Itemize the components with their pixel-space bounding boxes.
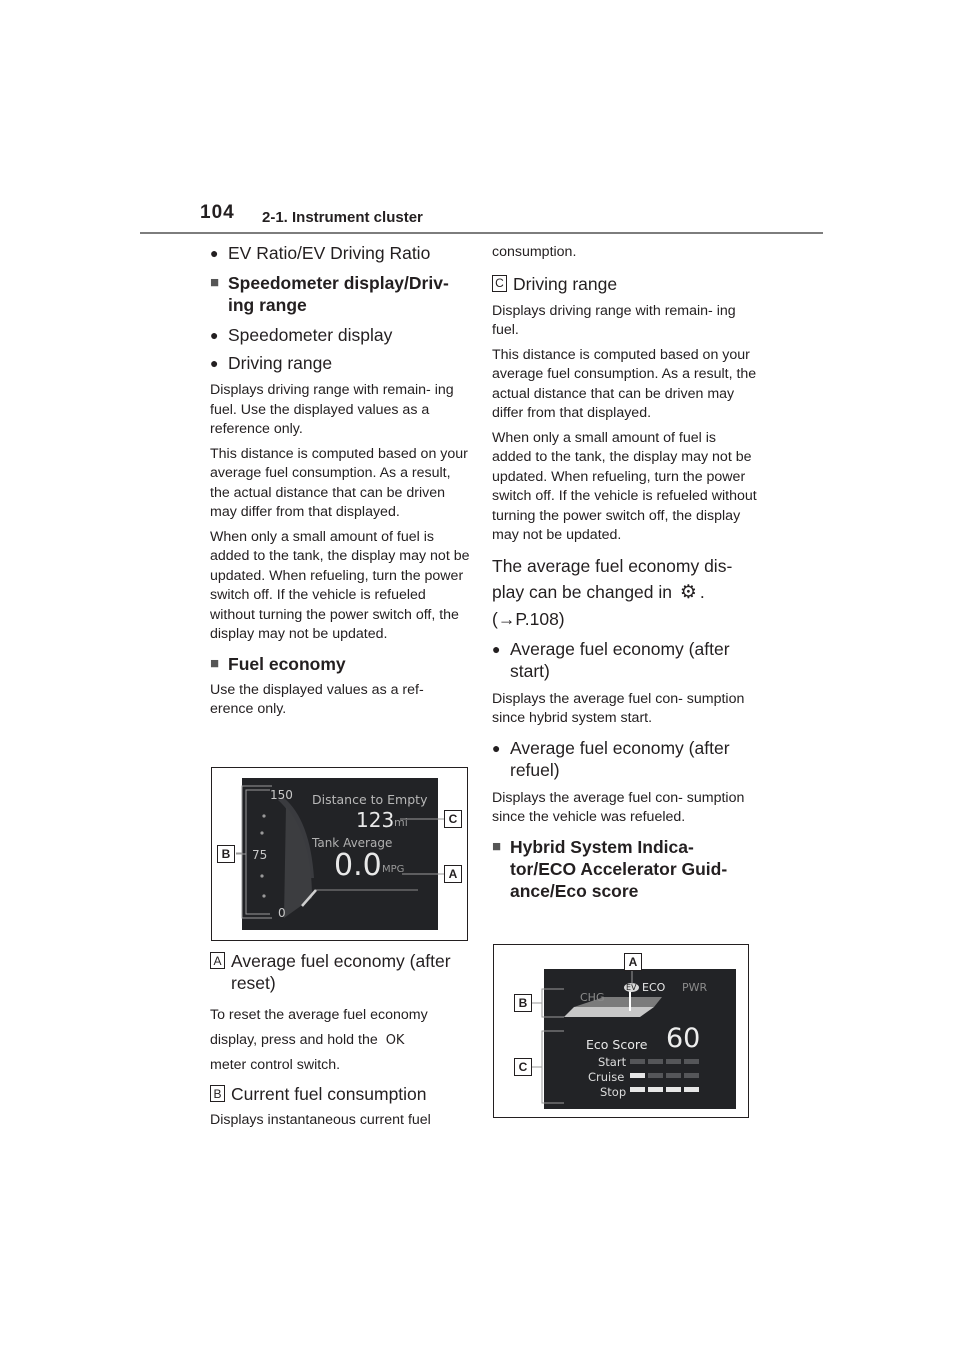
hybrid-heading: ■ Hybrid System Indica- tor/ECO Accelerator Guid- ance/Eco score	[492, 836, 728, 901]
callout-c-para-1: Displays driving range with remain- ing fuel.	[492, 302, 736, 338]
bullet-icon: ●	[210, 245, 219, 261]
callout-b-para: Displays instantaneous current fuel	[210, 1112, 431, 1128]
hybrid-system-figure	[493, 944, 749, 1118]
tank-unit: MPG	[382, 864, 405, 875]
label-c: C	[444, 810, 462, 828]
callout-a-heading: A Average fuel economy (after reset)	[210, 950, 470, 994]
tag-c: C	[492, 275, 507, 292]
right-column	[492, 243, 757, 902]
driving-range-para-2: This distance is computed based on your average fuel consumption. As a result, the actual distance that can be driven may differ from that displayed.	[210, 445, 468, 520]
bullet-icon: ●	[492, 640, 501, 657]
after-start-heading: ● Average fuel economy (after start)	[492, 638, 730, 681]
stop-label: Stop	[600, 1085, 627, 1099]
callout-b-para-cont: consumption.	[492, 244, 577, 260]
driving-range-para-1: Displays driving range with remain- ing fuel. Use the displayed values as a reference only.	[210, 382, 454, 437]
dte-value: 123	[356, 808, 395, 832]
eco-score-label: Eco Score	[586, 1037, 648, 1052]
tag-a: A	[210, 952, 225, 969]
left-column-lower	[210, 950, 470, 1131]
bullet-icon: ●	[210, 355, 219, 371]
avg-change-para: The average fuel economy dis- play can be changed in ⚙ . (→P.108)	[492, 555, 733, 629]
callout-c-heading: C Driving range	[492, 273, 757, 295]
label-b: B	[514, 994, 532, 1012]
bullet-icon: ●	[210, 327, 219, 343]
scale-min: 0	[278, 906, 286, 920]
driving-range-para-3: When only a small amount of fuel is added to the tank, the display may not be updated. When refueling, turn the power switch off. If the vehicle is refueled without turning the power switch off, the display may not be updated.	[210, 528, 470, 642]
driving-range-heading: ● Driving range	[210, 353, 333, 373]
header-divider	[140, 232, 823, 234]
fuel-economy-heading: ■ Fuel economy	[210, 653, 346, 674]
pwr-label: PWR	[682, 981, 708, 994]
callout-lines	[212, 768, 469, 942]
after-refuel-para: Displays the average fuel con- sumption since the vehicle was refueled.	[492, 789, 745, 825]
gear-icon: ⚙	[679, 581, 697, 603]
scale-mid: 75	[252, 848, 268, 862]
label-a: A	[444, 865, 462, 883]
dte-unit: mi	[394, 816, 408, 829]
tank-label: Tank Average	[312, 836, 393, 850]
callout-b-heading: B Current fuel consumption	[210, 1083, 470, 1105]
ev-ratio-heading: ● EV Ratio/EV Driving Ratio	[210, 243, 431, 263]
after-refuel-heading: ● Average fuel economy (after refuel)	[492, 737, 730, 780]
fuel-economy-para: Use the displayed values as a ref- erence only.	[210, 681, 424, 717]
fuel-economy-figure	[211, 767, 468, 941]
callout-c-para-3: When only a small amount of fuel is added to the tank, the display may not be updated. When refueling, turn the power switch off. If the vehicle is refueled without turning the power switch off, the display may not be updated.	[492, 429, 757, 543]
scale-max: 150	[270, 788, 293, 802]
speedo-heading: ■ Speedometer display/Driv- ing range	[210, 273, 449, 315]
dte-label: Distance to Empty	[312, 792, 428, 807]
ok-switch-label: OK	[385, 1033, 405, 1048]
eco-score-value: 60	[666, 1023, 701, 1054]
tank-value: 0.0	[334, 848, 382, 883]
square-icon: ■	[492, 837, 502, 855]
tag-b: B	[210, 1085, 225, 1102]
reset-para: To reset the average fuel economy display, press and hold the OK meter control switch.	[210, 1007, 428, 1073]
start-label: Start	[598, 1055, 627, 1069]
speedo-display-heading: ● Speedometer display	[210, 325, 393, 345]
callout-c-para-2: This distance is computed based on your average fuel consumption. As a result, the actual distance that can be driven may differ from that displayed.	[492, 346, 757, 421]
square-icon: ■	[210, 654, 220, 672]
section-title: 2-1. Instrument cluster	[262, 209, 423, 226]
chg-label: CHG	[580, 991, 605, 1004]
label-a: A	[624, 953, 642, 971]
hybrid-callout-lines	[494, 945, 750, 1119]
left-column	[210, 242, 470, 720]
page-number: 104	[200, 202, 235, 223]
label-b: B	[217, 845, 235, 863]
ev-indicator-icon: EV	[626, 983, 637, 992]
square-icon: ■	[210, 274, 220, 291]
after-start-para: Displays the average fuel con- sumption since hybrid system start.	[492, 690, 745, 726]
cruise-label: Cruise	[588, 1070, 625, 1084]
bullet-icon: ●	[492, 739, 501, 756]
eco-label: ECO	[642, 981, 666, 994]
label-c: C	[514, 1058, 532, 1076]
